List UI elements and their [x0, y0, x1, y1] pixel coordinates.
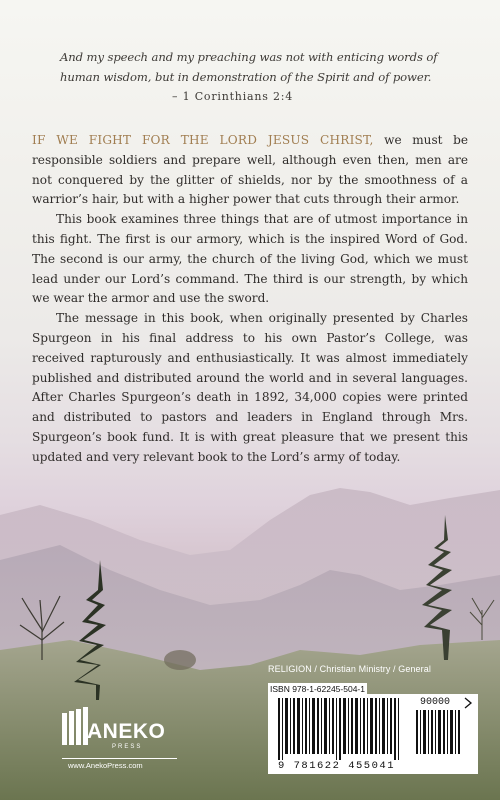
book-category: RELIGION / Christian Ministry / General	[268, 664, 431, 674]
epigraph-quote: And my speech and my preaching was not with enticing words of human wisdom, but in demonstration of the Spirit and of power.	[60, 50, 438, 84]
aneko-logo-icon	[62, 707, 88, 747]
barcode-digits: 9 781622 455041	[278, 760, 396, 772]
isbn-label: ISBN 978-1-62245-504-1	[270, 684, 365, 694]
description-paragraph-1: we must be responsible soldiers and prepare well, although even then, men are not conquered by the glitter of shields, nor by the smoothness of a warrior’s hair, but with a higher power that cuts through their armor.	[32, 133, 468, 207]
publisher-sub: PRESS	[112, 744, 143, 750]
epigraph-citation: – 1 Corinthians 2:4	[172, 90, 294, 103]
description-text	[32, 131, 468, 468]
description-paragraph-3: The message in this book, when originally presented by Charles Spurgeon in his final address to his own Pastor’s College, was received rapturously and enthusiastically. It was almost immediately published and distributed around the world and in several languages. After Charles Spurgeon’s death in 1892, 34,000 copies were printed and distributed to pastors and leaders in England through Mrs. Spurgeon’s book fund. It is with great pleasure that we present this updated and very relevant book to the Lord’s army of today.	[32, 311, 468, 464]
description-lead-in: IF WE FIGHT FOR THE LORD JESUS CHRIST,	[32, 133, 374, 147]
description-paragraph-2: This book examines three things that are of utmost importance in this fight. The first is our armory, which is the inspired Word of God. The second is our army, the church of the living God, which we must lead under our Lord’s command. The third is our strength, by which we wear the armor and use the sword.	[32, 212, 468, 306]
description-paragraph	[32, 131, 468, 210]
publisher-website: www.AnekoPress.com	[68, 761, 143, 770]
publisher-name: ANEKO	[87, 720, 166, 743]
barcode-price-code: 90000	[420, 697, 451, 708]
logo-divider	[62, 758, 177, 759]
